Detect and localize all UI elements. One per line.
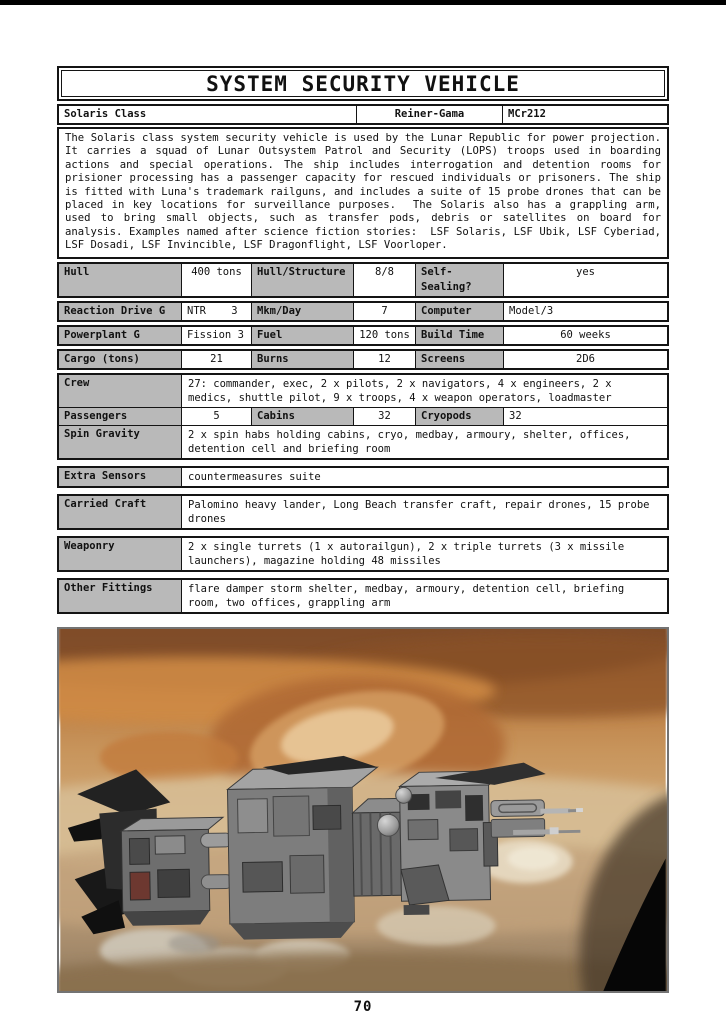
stat-table-hull bbox=[57, 262, 669, 298]
class-name: Solaris Class bbox=[59, 106, 357, 123]
stat-table-drive bbox=[57, 301, 669, 322]
stat-label: Screens bbox=[416, 351, 504, 368]
carried-craft-table bbox=[57, 494, 669, 530]
stat-value: 12 bbox=[354, 351, 416, 368]
carried-craft-value: Palomino heavy lander, Long Beach transfer craft, repair drones, 15 probe drones bbox=[188, 498, 650, 525]
stat-value: 7 bbox=[354, 303, 416, 320]
page-title: SYSTEM SECURITY VEHICLE bbox=[206, 72, 520, 96]
table-row bbox=[59, 496, 667, 528]
passengers-row bbox=[59, 407, 667, 425]
table-row bbox=[59, 303, 667, 320]
stat-value: 60 weeks bbox=[560, 328, 611, 341]
stat-label: Hull bbox=[59, 264, 182, 296]
ship-illustration bbox=[57, 627, 669, 993]
class-header-table bbox=[57, 104, 669, 125]
stat-label: Powerplant G bbox=[59, 327, 182, 344]
stat-value: 5 bbox=[182, 408, 252, 425]
jupiter-ship-scene bbox=[59, 629, 667, 991]
table-row bbox=[59, 327, 667, 344]
stat-label: Fuel bbox=[252, 327, 354, 344]
weaponry-label: Weaponry bbox=[59, 538, 182, 570]
extra-sensors-value: countermeasures suite bbox=[188, 470, 321, 483]
red-hull-panel bbox=[130, 872, 150, 900]
stat-table-cargo bbox=[57, 349, 669, 370]
stat-label: Burns bbox=[252, 351, 354, 368]
crew-row bbox=[59, 375, 667, 407]
spin-gravity-row bbox=[59, 425, 667, 458]
cost: MCr212 bbox=[508, 108, 546, 120]
stat-label: Cargo (tons) bbox=[59, 351, 182, 368]
table-row bbox=[59, 264, 667, 296]
stat-value: Model/3 bbox=[509, 304, 554, 317]
table-row bbox=[59, 468, 667, 486]
table-row bbox=[59, 351, 667, 368]
weaponry-table bbox=[57, 536, 669, 572]
sensor-dome-large bbox=[377, 814, 399, 836]
other-fittings-label: Other Fittings bbox=[59, 580, 182, 612]
spin-gravity-label: Spin Gravity bbox=[59, 426, 182, 458]
stat-table-powerplant bbox=[57, 325, 669, 346]
spin-gravity-value: 2 x spin habs holding cabins, cryo, medbay, armoury, shelter, offices, detention cell and briefing room bbox=[188, 428, 631, 455]
stat-label: Build Time bbox=[416, 327, 504, 344]
carried-craft-label: Carried Craft bbox=[59, 496, 182, 528]
crew-value: 27: commander, exec, 2 x pilots, 2 x navigators, 4 x engineers, 2 x medics, shuttle pilot, 9 x troops, 4 x weapon operators, loadmaster bbox=[188, 377, 612, 404]
stat-value: 8/8 bbox=[354, 264, 416, 296]
stat-label: Passengers bbox=[59, 408, 182, 425]
page-content bbox=[57, 66, 669, 1015]
stat-value: 2D6 bbox=[576, 352, 595, 365]
title-box bbox=[57, 66, 669, 101]
stat-value: yes bbox=[576, 265, 595, 278]
extra-sensors-table bbox=[57, 466, 669, 488]
other-fittings-table bbox=[57, 578, 669, 614]
stat-label: Mkm/Day bbox=[252, 303, 354, 320]
stat-value: NTR 3 bbox=[182, 303, 252, 320]
stat-value: 32 bbox=[354, 408, 416, 425]
ship-description: The Solaris class system security vehicle is used by the Lunar Republic for power projection. It carries a squad of Lunar Outsystem Patrol and Security (LOPS) troops used in boarding actions and special operations. The ship includes interrogation and detention rooms for prisioner processing has a passenger capacity for rescued individuals or prisoners. The ship is fitted with Luna's trademark railguns, and includes a suite of 15 probe drones that can be placed in key locations for surveillance purposes. The Solaris also has a grappling arm, used to bring small objects, such as transfer pods, debris or satellites on board for analysis. Examples named after science fiction stories: LSF Solaris, LSF Ubik, LSF Cyberiad, LSF Dosadi, LSF Invincible, LSF Dragonflight, LSF Voorloper. bbox=[57, 127, 669, 259]
stat-value: 32 bbox=[509, 409, 522, 422]
sensor-dome-small bbox=[396, 787, 412, 803]
stat-label: Cryopods bbox=[416, 408, 504, 425]
stat-value: 120 tons bbox=[354, 327, 416, 344]
page-top-black-bar bbox=[0, 0, 726, 5]
table-row bbox=[59, 538, 667, 570]
homeport: Reiner-Gama bbox=[357, 106, 503, 123]
table-row bbox=[59, 106, 667, 123]
stat-label: Reaction Drive G bbox=[59, 303, 182, 320]
stat-label: Cabins bbox=[252, 408, 354, 425]
crew-label: Crew bbox=[59, 375, 182, 407]
extra-sensors-label: Extra Sensors bbox=[59, 468, 182, 486]
stat-value: 21 bbox=[182, 351, 252, 368]
crew-table bbox=[57, 373, 669, 460]
stat-label: Computer bbox=[416, 303, 504, 320]
stat-label: Hull/Structure bbox=[252, 264, 354, 296]
table-row bbox=[59, 580, 667, 612]
stat-label: Self-Sealing? bbox=[416, 264, 504, 296]
weaponry-value: 2 x single turrets (1 x autorailgun), 2 x triple turrets (3 x missile launchers), magazine holding 48 missiles bbox=[188, 540, 625, 567]
stat-value: Fission 3 bbox=[182, 327, 252, 344]
page-number: 70 bbox=[353, 998, 373, 1015]
stat-value: 400 tons bbox=[182, 264, 252, 296]
other-fittings-value: flare damper storm shelter, medbay, armoury, detention cell, briefing room, two offices, grappling arm bbox=[188, 582, 625, 609]
